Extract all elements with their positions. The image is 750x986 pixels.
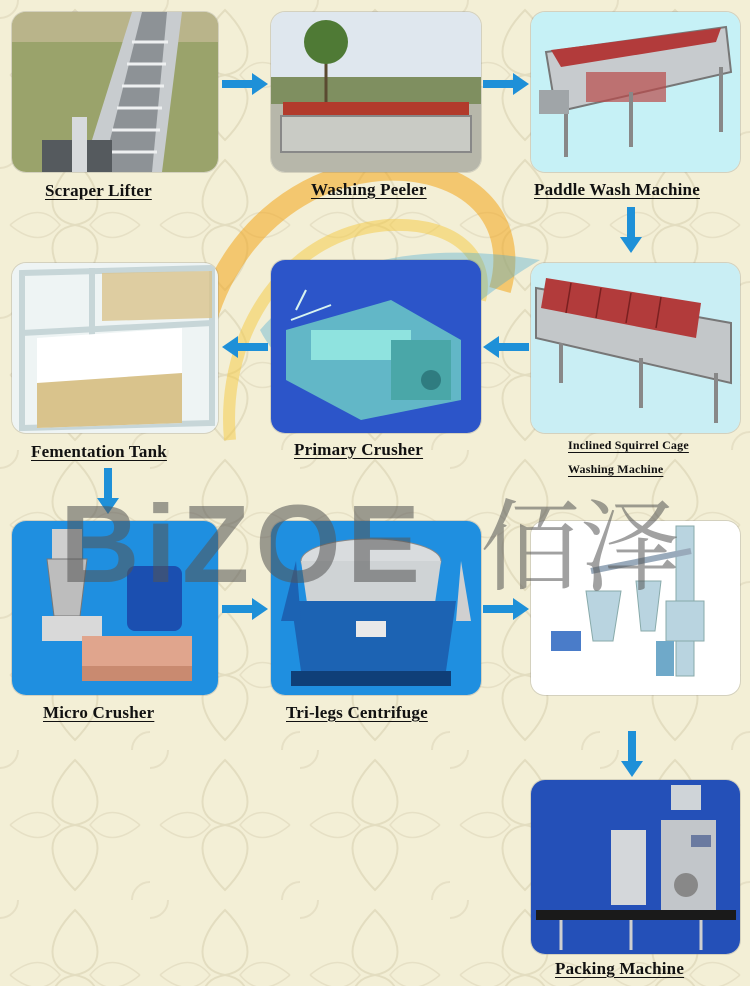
squirrel-cage-label-line1: Inclined Squirrel Cage: [568, 438, 689, 452]
packing-machine-image: [531, 780, 740, 954]
arrow-right-1: [222, 73, 268, 95]
arrow-right-4: [483, 598, 529, 620]
washing-peeler-label: Washing Peeler: [311, 180, 427, 199]
fermentation-tank-label: Fementation Tank: [31, 442, 167, 461]
scraper-lifter-image: [12, 12, 218, 172]
arrow-left-1: [222, 336, 268, 358]
centrifuge-image: [271, 521, 481, 695]
flash-dryer-image: [531, 521, 740, 695]
packing-machine-label: Packing Machine: [555, 959, 685, 978]
primary-crusher-image: [271, 260, 481, 433]
paddle-wash-image: [531, 12, 740, 172]
arrow-down-2: [97, 468, 119, 514]
micro-crusher-image: [12, 521, 218, 695]
arrow-down-1: [620, 207, 642, 253]
fermentation-tank-image: [12, 263, 218, 433]
scraper-lifter-label: Scraper Lifter: [45, 181, 152, 200]
paddle-wash-label: Paddle Wash Machine: [534, 180, 700, 199]
watermark-latin: BiZOE: [60, 490, 427, 600]
washing-peeler-image: [271, 12, 481, 172]
arrow-right-2: [483, 73, 529, 95]
centrifuge-label: Tri-legs Centrifuge: [286, 703, 428, 722]
watermark-chinese: 佰泽: [480, 490, 680, 600]
arrow-down-3: [621, 731, 643, 777]
primary-crusher-label: Primary Crusher: [294, 440, 424, 459]
squirrel-cage-label-line2: Washing Machine: [568, 462, 664, 476]
arrow-right-3: [222, 598, 268, 620]
arrow-left-2: [483, 336, 529, 358]
micro-crusher-label: Micro Crusher: [43, 703, 155, 722]
squirrel-cage-image: [531, 263, 740, 433]
